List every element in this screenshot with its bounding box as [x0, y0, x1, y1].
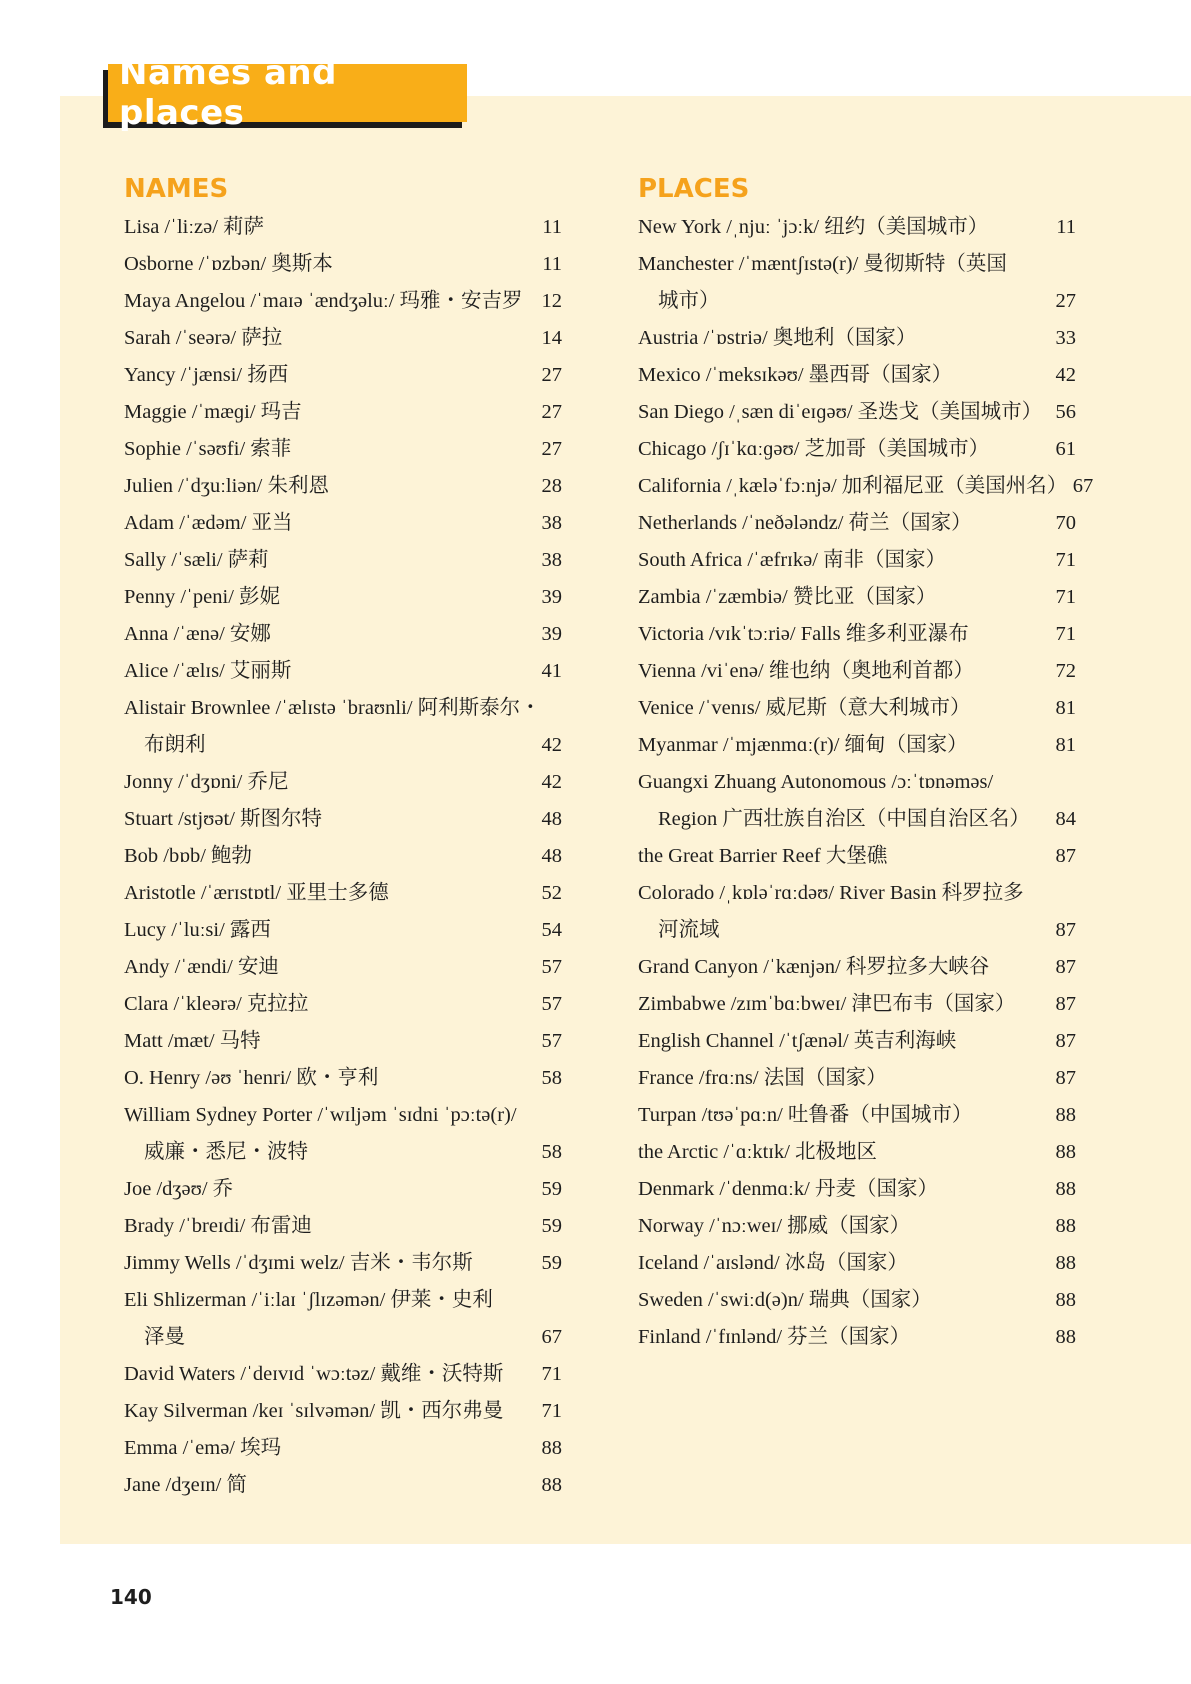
index-entry	[638, 209, 1076, 246]
names-column	[124, 170, 562, 1504]
entry-page: 27	[541, 364, 562, 386]
index-entry	[124, 727, 562, 764]
index-entry	[124, 875, 562, 912]
index-entry	[638, 394, 1076, 431]
entry-term: Osborne /ˈɒzbən/ 奥斯本	[124, 253, 333, 275]
index-entry	[638, 801, 1076, 838]
index-entry	[124, 357, 562, 394]
entry-term: Sophie /ˈsəʊfi/ 索菲	[124, 438, 292, 460]
entry-term: Kay Silverman /keɪ ˈsɪlvəmən/ 凯・西尔弗曼	[124, 1400, 504, 1422]
index-entry	[124, 1097, 562, 1134]
index-entry	[638, 764, 1076, 801]
index-entry	[124, 1282, 562, 1319]
entry-term: Myanmar /ˈmjænmɑː(r)/ 缅甸（国家）	[638, 734, 968, 756]
entry-term: Yancy /ˈjænsi/ 扬西	[124, 364, 289, 386]
entry-term: Denmark /ˈdenmɑːk/ 丹麦（国家）	[638, 1178, 938, 1200]
entry-term: Brady /ˈbreɪdi/ 布雷迪	[124, 1215, 312, 1237]
index-entry	[638, 320, 1076, 357]
entry-page: 81	[1055, 734, 1076, 756]
entry-term: 威廉・悉尼・波特	[144, 1141, 308, 1163]
index-entry	[638, 838, 1076, 875]
entry-page: 27	[541, 401, 562, 423]
entry-page: 61	[1055, 438, 1076, 460]
entry-page: 71	[1055, 549, 1076, 571]
entry-page: 41	[541, 660, 562, 682]
page-title: Names and places	[119, 53, 337, 133]
entry-term: Emma /ˈemə/ 埃玛	[124, 1437, 282, 1459]
entry-term: Norway /ˈnɔːweɪ/ 挪威（国家）	[638, 1215, 911, 1237]
index-entry	[638, 431, 1076, 468]
entry-page: 87	[1055, 919, 1076, 941]
entry-page: 59	[541, 1252, 562, 1274]
index-entry	[638, 579, 1076, 616]
index-entry	[124, 320, 562, 357]
index-entry	[638, 468, 1094, 505]
index-entry	[124, 579, 562, 616]
index-entry	[124, 801, 562, 838]
entry-page: 42	[541, 734, 562, 756]
entry-term: the Arctic /ˈɑːktɪk/ 北极地区	[638, 1141, 878, 1163]
page-number: 140	[110, 1585, 152, 1609]
entry-page: 42	[1055, 364, 1076, 386]
entry-term: France /frɑːns/ 法国（国家）	[638, 1067, 887, 1089]
entry-page: 87	[1055, 956, 1076, 978]
entry-term: Region 广西壮族自治区（中国自治区名）	[658, 808, 1030, 830]
index-entry	[638, 505, 1076, 542]
entry-page: 48	[541, 845, 562, 867]
entry-page: 11	[1056, 216, 1076, 238]
entry-page: 59	[541, 1215, 562, 1237]
entry-term: New York /ˌnjuː ˈjɔːk/ 纽约（美国城市）	[638, 216, 989, 238]
entry-page: 27	[1055, 290, 1076, 312]
entry-page: 87	[1055, 845, 1076, 867]
entry-term: Sarah /ˈseərə/ 萨拉	[124, 327, 283, 349]
places-list	[638, 209, 1094, 1356]
places-column	[638, 170, 1094, 1356]
entry-page: 12	[541, 290, 562, 312]
entry-term: Chicago /ʃɪˈkɑːɡəʊ/ 芝加哥（美国城市）	[638, 438, 990, 460]
index-entry	[638, 1319, 1076, 1356]
entry-term: Alistair Brownlee /ˈælɪstə ˈbraʊnli/ 阿利斯泰尔・	[124, 697, 541, 719]
index-entry	[124, 283, 562, 320]
entry-page: 57	[541, 956, 562, 978]
entry-term: Andy /ˈændi/ 安迪	[124, 956, 279, 978]
entry-page: 38	[541, 512, 562, 534]
entry-page: 88	[541, 1474, 562, 1496]
entry-page: 88	[1055, 1326, 1076, 1348]
entry-term: Bob /bɒb/ 鲍勃	[124, 845, 253, 867]
entry-term: Sweden /ˈswiːd(ə)n/ 瑞典（国家）	[638, 1289, 932, 1311]
index-entry	[124, 542, 562, 579]
entry-term: Grand Canyon /ˈkænjən/ 科罗拉多大峡谷	[638, 956, 990, 978]
entry-page: 88	[1055, 1289, 1076, 1311]
entry-term: Colorado /ˌkɒləˈrɑːdəʊ/ River Basin 科罗拉多	[638, 882, 1024, 904]
index-entry	[124, 1245, 562, 1282]
entry-term: O. Henry /əʊ ˈhenri/ 欧・亨利	[124, 1067, 379, 1089]
index-entry	[638, 1097, 1076, 1134]
entry-page: 88	[541, 1437, 562, 1459]
index-entry	[638, 1060, 1076, 1097]
entry-term: Zambia /ˈzæmbiə/ 赞比亚（国家）	[638, 586, 937, 608]
index-entry	[124, 1023, 562, 1060]
entry-page: 88	[1055, 1252, 1076, 1274]
entry-term: Sally /ˈsæli/ 萨莉	[124, 549, 269, 571]
entry-term: Victoria /vɪkˈtɔːriə/ Falls 维多利亚瀑布	[638, 623, 969, 645]
index-entry	[124, 838, 562, 875]
entry-page: 28	[541, 475, 562, 497]
entry-term: South Africa /ˈæfrɪkə/ 南非（国家）	[638, 549, 947, 571]
entry-page: 88	[1055, 1104, 1076, 1126]
entry-term: William Sydney Porter /ˈwɪljəm ˈsɪdni ˈpɔːtə(r)/	[124, 1104, 517, 1126]
entry-term: Iceland /ˈaɪslənd/ 冰岛（国家）	[638, 1252, 908, 1274]
index-entry	[124, 690, 562, 727]
index-entry	[638, 283, 1076, 320]
entry-page: 71	[541, 1400, 562, 1422]
index-entry	[638, 1023, 1076, 1060]
index-entry	[124, 394, 562, 431]
entry-page: 88	[1055, 1141, 1076, 1163]
index-entry	[638, 616, 1076, 653]
index-entry	[124, 949, 562, 986]
index-entry	[124, 912, 562, 949]
index-entry	[124, 246, 562, 283]
entry-term: Lucy /ˈluːsi/ 露西	[124, 919, 271, 941]
names-list	[124, 209, 562, 1504]
index-entry	[638, 1282, 1076, 1319]
entry-page: 14	[541, 327, 562, 349]
entry-term: Zimbabwe /zɪmˈbɑːbweɪ/ 津巴布韦（国家）	[638, 993, 1016, 1015]
index-entry	[124, 505, 562, 542]
entry-term: Venice /ˈvenɪs/ 威尼斯（意大利城市）	[638, 697, 971, 719]
entry-page: 48	[541, 808, 562, 830]
entry-term: Stuart /stjʊət/ 斯图尔特	[124, 808, 323, 830]
entry-term: Mexico /ˈmeksɪkəʊ/ 墨西哥（国家）	[638, 364, 953, 386]
entry-term: Maggie /ˈmæɡi/ 玛吉	[124, 401, 302, 423]
entry-term: Anna /ˈænə/ 安娜	[124, 623, 271, 645]
index-entry	[124, 1430, 562, 1467]
entry-page: 58	[541, 1141, 562, 1163]
entry-page: 56	[1055, 401, 1076, 423]
index-entry	[124, 1171, 562, 1208]
index-entry	[638, 986, 1076, 1023]
index-entry	[638, 949, 1076, 986]
entry-page: 71	[1055, 623, 1076, 645]
index-entry	[638, 246, 1076, 283]
entry-term: Vienna /viˈenə/ 维也纳（奥地利首都）	[638, 660, 974, 682]
entry-term: Adam /ˈædəm/ 亚当	[124, 512, 293, 534]
entry-term: English Channel /ˈtʃænəl/ 英吉利海峡	[638, 1030, 957, 1052]
entry-page: 59	[541, 1178, 562, 1200]
entry-page: 57	[541, 993, 562, 1015]
entry-term: Joe /dʒəʊ/ 乔	[124, 1178, 234, 1200]
entry-page: 87	[1055, 1067, 1076, 1089]
names-heading: NAMES	[124, 174, 229, 204]
entry-page: 71	[1055, 586, 1076, 608]
entry-term: Jimmy Wells /ˈdʒɪmi welz/ 吉米・韦尔斯	[124, 1252, 473, 1274]
entry-page: 33	[1055, 327, 1076, 349]
entry-term: 河流域	[658, 919, 720, 941]
index-entry	[124, 1060, 562, 1097]
title-banner	[108, 53, 467, 133]
entry-page: 57	[541, 1030, 562, 1052]
index-entry	[124, 653, 562, 690]
entry-term: 泽曼	[144, 1326, 185, 1348]
entry-term: Aristotle /ˈærɪstɒtl/ 亚里士多德	[124, 882, 389, 904]
entry-term: Matt /mæt/ 马特	[124, 1030, 261, 1052]
index-entry	[124, 1356, 562, 1393]
entry-page: 70	[1055, 512, 1076, 534]
entry-term: Netherlands /ˈneðələndz/ 荷兰（国家）	[638, 512, 972, 534]
index-entry	[638, 357, 1076, 394]
index-entry	[124, 1393, 562, 1430]
entry-page: 27	[541, 438, 562, 460]
entry-term: the Great Barrier Reef 大堡礁	[638, 845, 888, 867]
entry-term: Penny /ˈpeni/ 彭妮	[124, 586, 281, 608]
places-heading: PLACES	[638, 174, 750, 204]
entry-page: 39	[541, 586, 562, 608]
entry-page: 58	[541, 1067, 562, 1089]
entry-term: Eli Shlizerman /ˈiːlaɪ ˈʃlɪzəmən/ 伊莱・史利	[124, 1289, 493, 1311]
index-entry	[124, 1208, 562, 1245]
entry-page: 52	[541, 882, 562, 904]
entry-term: Alice /ˈælɪs/ 艾丽斯	[124, 660, 292, 682]
index-entry	[638, 875, 1076, 912]
entry-term: Guangxi Zhuang Autonomous /ɔːˈtɒnəməs/	[638, 771, 994, 793]
index-entry	[638, 653, 1076, 690]
entry-page: 88	[1055, 1178, 1076, 1200]
index-entry	[638, 1134, 1076, 1171]
index-entry	[124, 1134, 562, 1171]
entry-term: Manchester /ˈmæntʃɪstə(r)/ 曼彻斯特（英国	[638, 253, 1007, 275]
index-entry	[124, 468, 562, 505]
entry-page: 84	[1055, 808, 1076, 830]
entry-page: 42	[541, 771, 562, 793]
entry-page: 87	[1055, 1030, 1076, 1052]
entry-page: 39	[541, 623, 562, 645]
index-entry	[638, 1171, 1076, 1208]
index-entry	[638, 1245, 1076, 1282]
entry-term: Clara /ˈkleərə/ 克拉拉	[124, 993, 309, 1015]
index-entry	[638, 542, 1076, 579]
entry-page: 72	[1055, 660, 1076, 682]
entry-term: Lisa /ˈliːzə/ 莉萨	[124, 216, 265, 238]
index-entry	[124, 431, 562, 468]
entry-term: Julien /ˈdʒuːliən/ 朱利恩	[124, 475, 329, 497]
index-entry	[124, 616, 562, 653]
index-entry	[638, 690, 1076, 727]
entry-page: 88	[1055, 1215, 1076, 1237]
index-entry	[124, 1319, 562, 1356]
entry-page: 81	[1055, 697, 1076, 719]
entry-page: 67	[541, 1326, 562, 1348]
entry-term: Jane /dʒeɪn/ 简	[124, 1474, 247, 1496]
entry-page: 71	[541, 1363, 562, 1385]
entry-term: 城市）	[658, 290, 720, 312]
index-entry	[638, 912, 1076, 949]
entry-term: Austria /ˈɒstriə/ 奥地利（国家）	[638, 327, 917, 349]
index-entry	[124, 1467, 562, 1504]
index-entry	[124, 209, 562, 246]
entry-page: 54	[541, 919, 562, 941]
entry-term: Finland /ˈfɪnlənd/ 芬兰（国家）	[638, 1326, 911, 1348]
index-entry	[124, 986, 562, 1023]
entry-page: 11	[542, 216, 562, 238]
entry-term: San Diego /ˌsæn diˈeɪɡəʊ/ 圣迭戈（美国城市）	[638, 401, 1043, 423]
entry-term: Maya Angelou /ˈmaɪə ˈændʒəluː/ 玛雅・安吉罗	[124, 290, 523, 312]
entry-term: Turpan /tʊəˈpɑːn/ 吐鲁番（中国城市）	[638, 1104, 973, 1126]
entry-page: 11	[542, 253, 562, 275]
entry-page: 87	[1055, 993, 1076, 1015]
entry-term: Jonny /ˈdʒɒni/ 乔尼	[124, 771, 289, 793]
entry-term: David Waters /ˈdeɪvɪd ˈwɔːtəz/ 戴维・沃特斯	[124, 1363, 504, 1385]
index-entry	[638, 727, 1076, 764]
index-entry	[638, 1208, 1076, 1245]
index-entry	[124, 764, 562, 801]
entry-page: 38	[541, 549, 562, 571]
entry-page: 67	[1072, 475, 1094, 497]
entry-term: California /ˌkæləˈfɔːnjə/ 加利福尼亚（美国州名）	[638, 475, 1068, 497]
entry-term: 布朗利	[144, 734, 206, 756]
